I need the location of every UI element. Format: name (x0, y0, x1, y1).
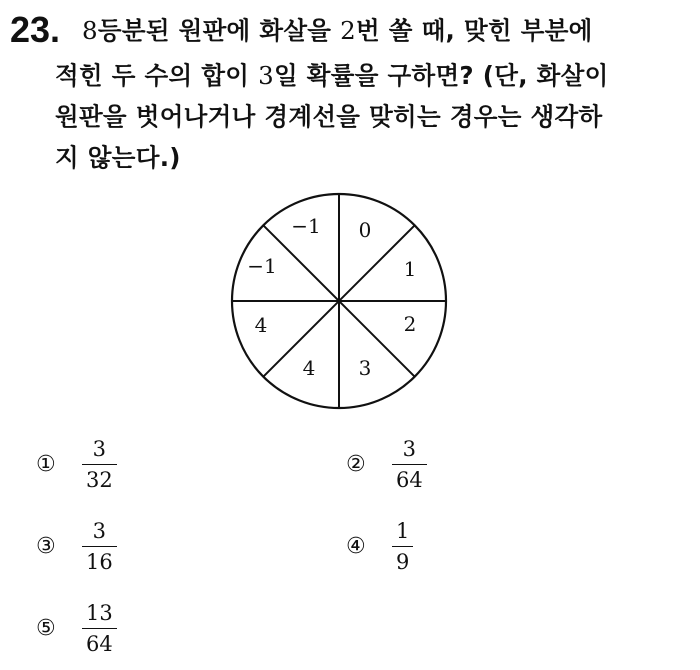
question-text-segment: 일 확률을 구하면? (단, 화살이 (273, 61, 609, 90)
question-text-line-4: 지 않는다.) (55, 143, 181, 172)
choice-marker: ⑤ (36, 615, 56, 641)
choice-fraction (82, 436, 117, 493)
answer-choice-1[interactable] (36, 436, 117, 492)
sector-label: 2 (403, 312, 417, 336)
dartboard-figure (228, 190, 450, 412)
question-text-segment: 번 쏠 때, 맞힌 부분에 (355, 16, 593, 45)
choice-marker: ④ (346, 533, 366, 559)
fraction-denominator: 64 (396, 467, 423, 492)
choice-fraction (82, 600, 117, 657)
sector-label: 3 (358, 356, 372, 380)
question-text-number: 8 (82, 16, 98, 45)
choice-fraction (392, 436, 427, 493)
fraction-denominator: 9 (396, 549, 410, 574)
sector-label: −1 (291, 214, 321, 238)
question-text-segment: 적힌 두 수의 합이 (55, 61, 259, 90)
answer-choice-2[interactable] (346, 436, 427, 492)
choice-marker: ① (36, 451, 56, 477)
answer-choice-5[interactable] (36, 600, 117, 656)
question-text-segment: 등분된 원판에 화살을 (97, 16, 341, 45)
fraction-numerator: 3 (92, 518, 107, 543)
fraction-numerator: 13 (86, 600, 113, 625)
sector-label: 4 (302, 356, 316, 380)
sector-label: −1 (247, 254, 277, 278)
choice-fraction (82, 518, 117, 575)
choice-marker: ③ (36, 533, 56, 559)
fraction-numerator: 3 (402, 436, 417, 461)
choice-fraction (392, 518, 413, 575)
fraction-numerator: 3 (92, 436, 107, 461)
sector-label: 4 (254, 313, 268, 337)
sector-label: 1 (403, 257, 417, 281)
sector-label: 0 (358, 218, 372, 242)
answer-choice-3[interactable] (36, 518, 117, 574)
fraction-denominator: 64 (86, 631, 113, 656)
question-text-number: 3 (258, 61, 274, 90)
question-text-number: 2 (340, 16, 356, 45)
answer-choice-4[interactable] (346, 518, 413, 574)
dartboard-svg (228, 190, 450, 412)
question-text-line-3: 원판을 벗어나거나 경계선을 맞히는 경우는 생각하 (55, 102, 603, 131)
question-text-line-2 (55, 61, 609, 91)
fraction-denominator: 32 (86, 467, 113, 492)
question-number: 23. (10, 9, 61, 50)
fraction-denominator: 16 (86, 549, 113, 574)
choice-marker: ② (346, 451, 366, 477)
question-text-line-1 (82, 16, 593, 46)
fraction-numerator: 1 (396, 518, 410, 543)
